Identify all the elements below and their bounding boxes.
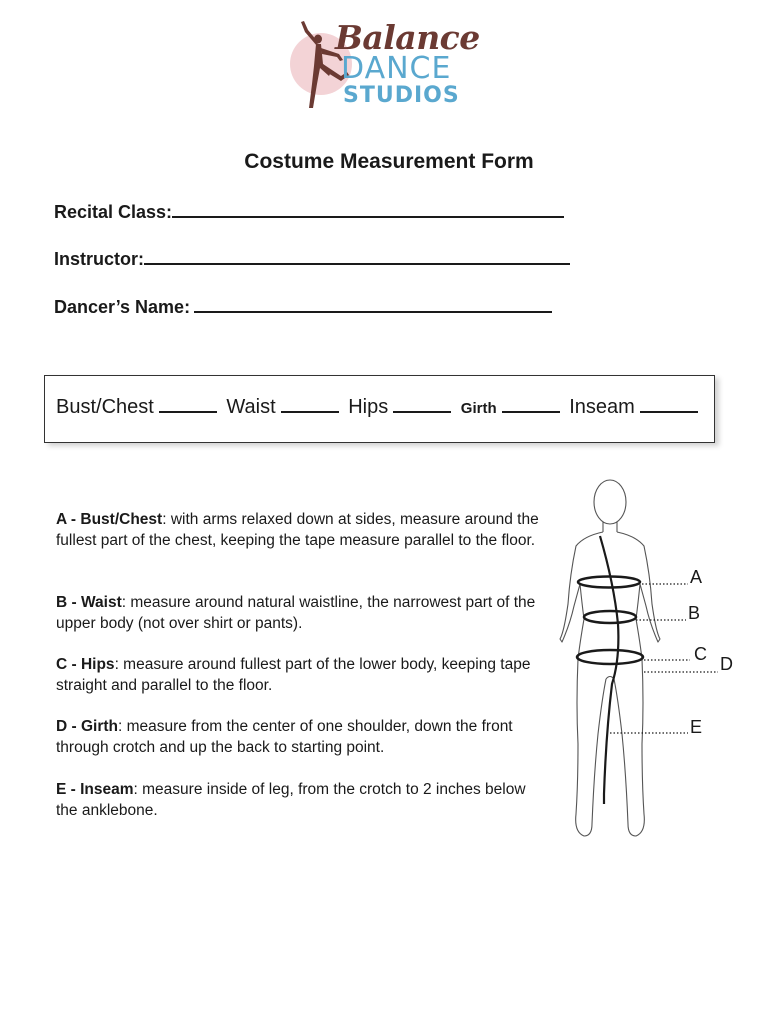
page-title: Costume Measurement Form [244, 150, 534, 173]
recital-class-field[interactable] [54, 199, 564, 223]
logo-text-studios: STUDIOS [343, 83, 460, 108]
body-outline-icon [548, 474, 748, 844]
figure-label-b: B [688, 603, 701, 623]
waist-label: Waist [226, 396, 276, 418]
figure-label-d: D [720, 654, 733, 674]
inseam-blank[interactable] [640, 397, 698, 413]
description-term: A - Bust/Chest [56, 511, 163, 528]
description-hips [56, 655, 546, 696]
description-text: : measure around natural waistline, the narrowest part of the upper body (not over shirt or pants). [56, 594, 536, 632]
recital-class-blank[interactable] [172, 199, 564, 218]
description-inseam [56, 780, 546, 821]
instructor-field[interactable] [54, 246, 570, 270]
figure-label-c: C [694, 644, 707, 664]
instructor-blank[interactable] [144, 246, 570, 265]
description-waist [56, 593, 546, 634]
measurements-box [44, 375, 715, 443]
description-term: B - Waist [56, 594, 122, 611]
dancers-name-field[interactable] [54, 294, 552, 318]
bust-chest-blank[interactable] [159, 397, 217, 413]
logo-text-balance: Balance [335, 18, 480, 57]
description-text: : measure from the center of one shoulder, down the front through crotch and up the back to starting point. [56, 718, 513, 756]
description-term: C - Hips [56, 656, 115, 673]
waist-blank[interactable] [281, 397, 339, 413]
girth-label: Girth [460, 400, 497, 417]
logo-text-dance: DANCE [341, 51, 452, 86]
description-girth [56, 717, 546, 758]
hips-blank[interactable] [393, 397, 451, 413]
dancers-name-blank[interactable] [194, 294, 552, 313]
description-bust-chest [56, 510, 546, 551]
recital-class-label: Recital Class: [54, 202, 173, 222]
dancers-name-label: Dancer’s Name: [54, 297, 191, 317]
figure-label-e: E [690, 717, 703, 737]
figure-label-a: A [690, 567, 703, 587]
bust-chest-label: Bust/Chest [56, 396, 154, 418]
instructor-label: Instructor: [54, 249, 144, 269]
description-term: E - Inseam [56, 781, 134, 798]
hips-label: Hips [348, 396, 389, 418]
description-text: : measure around fullest part of the lower body, keeping tape straight and parallel to the floor. [56, 656, 531, 694]
studio-logo [283, 14, 483, 114]
description-text: : measure inside of leg, from the crotch to 2 inches below the anklebone. [56, 781, 526, 819]
body-measurement-figure [548, 474, 748, 844]
girth-blank[interactable] [502, 397, 560, 413]
description-text: : with arms relaxed down at sides, measure around the fullest part of the chest, keeping the tape measure parallel to the floor. [56, 511, 539, 549]
measurements-row [56, 396, 702, 419]
description-term: D - Girth [56, 718, 118, 735]
inseam-label: Inseam [569, 396, 635, 418]
